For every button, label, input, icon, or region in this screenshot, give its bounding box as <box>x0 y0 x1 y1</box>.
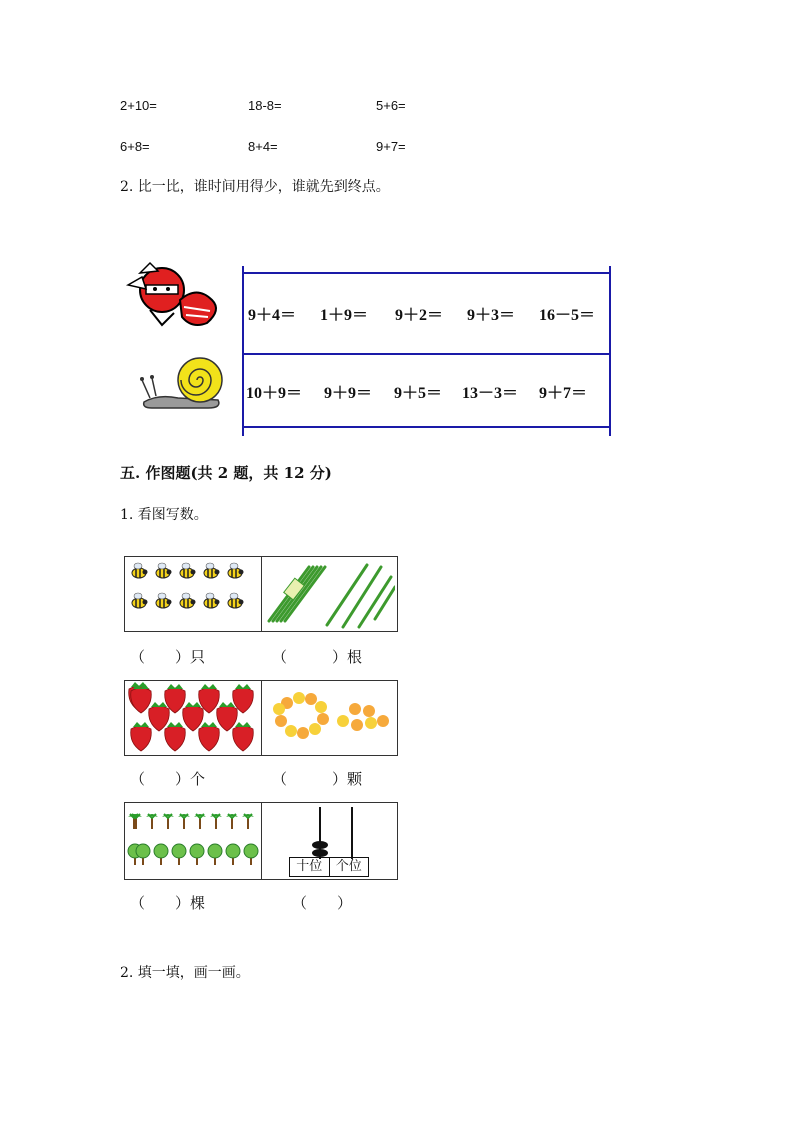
abacus-bead <box>312 849 328 857</box>
answer-paren-beads[interactable]: （ ）颗 <box>272 770 363 788</box>
race-eq-3: 9＋2＝ <box>395 307 444 324</box>
equation-1: 2+10= <box>120 98 157 113</box>
abacus-bead <box>312 841 328 849</box>
answer-paren-strawberries[interactable] <box>130 768 205 789</box>
beads-group <box>265 685 395 751</box>
race-eq-10: 9＋7＝ <box>539 385 588 402</box>
answer-paren-bees[interactable]: （ ）只 <box>130 648 206 666</box>
answer-paren-sticks[interactable]: （ ）根 <box>272 648 363 666</box>
question-2-text: 2. 比一比，谁时间用得少，谁就先到终点。 <box>120 179 390 195</box>
answer-paren-abacus[interactable]: （ ） <box>292 894 353 912</box>
race-eq-8: 9＋5＝ <box>394 385 443 402</box>
ninja-illustration <box>122 255 232 335</box>
section-5-title: 五. 作图题(共 2 题，共 12 分) <box>120 464 332 482</box>
picture-box-2 <box>124 680 398 756</box>
equation-6: 9+7= <box>376 139 406 154</box>
answer-paren-trees[interactable]: （ ）棵 <box>130 894 206 912</box>
abacus <box>289 807 399 877</box>
answer-paren-strawberries-text: （ ）个 <box>130 770 206 788</box>
abacus-ones-label: 个位 <box>335 859 362 874</box>
race-eq-4: 9＋3＝ <box>467 307 516 324</box>
picture-box-3 <box>124 802 398 880</box>
race-eq-2: 1＋9＝ <box>320 307 369 324</box>
equation-3: 5+6= <box>376 98 406 113</box>
race-eq-5: 16－5＝ <box>539 307 596 324</box>
abacus-base <box>289 857 369 877</box>
strawberries-group <box>127 681 261 755</box>
race-eq-9: 13－3＝ <box>462 385 519 402</box>
trees-group <box>127 809 261 873</box>
race-eq-6: 10＋9＝ <box>246 385 303 402</box>
picture-box-1 <box>124 556 398 632</box>
snail-illustration <box>138 350 228 412</box>
sticks-group <box>265 559 395 629</box>
race-eq-7: 9＋9＝ <box>324 385 373 402</box>
race-eq-1: 9＋4＝ <box>248 307 297 324</box>
equation-2: 18-8= <box>248 98 282 113</box>
equation-5: 8+4= <box>248 139 278 154</box>
bees-group <box>129 559 259 627</box>
question-5-2-text: 2. 填一填，画一画。 <box>120 965 250 981</box>
equation-4: 6+8= <box>120 139 150 154</box>
question-5-1-text: 1. 看图写数。 <box>120 507 208 523</box>
race-track <box>242 266 612 436</box>
abacus-tens-label: 十位 <box>290 858 330 876</box>
